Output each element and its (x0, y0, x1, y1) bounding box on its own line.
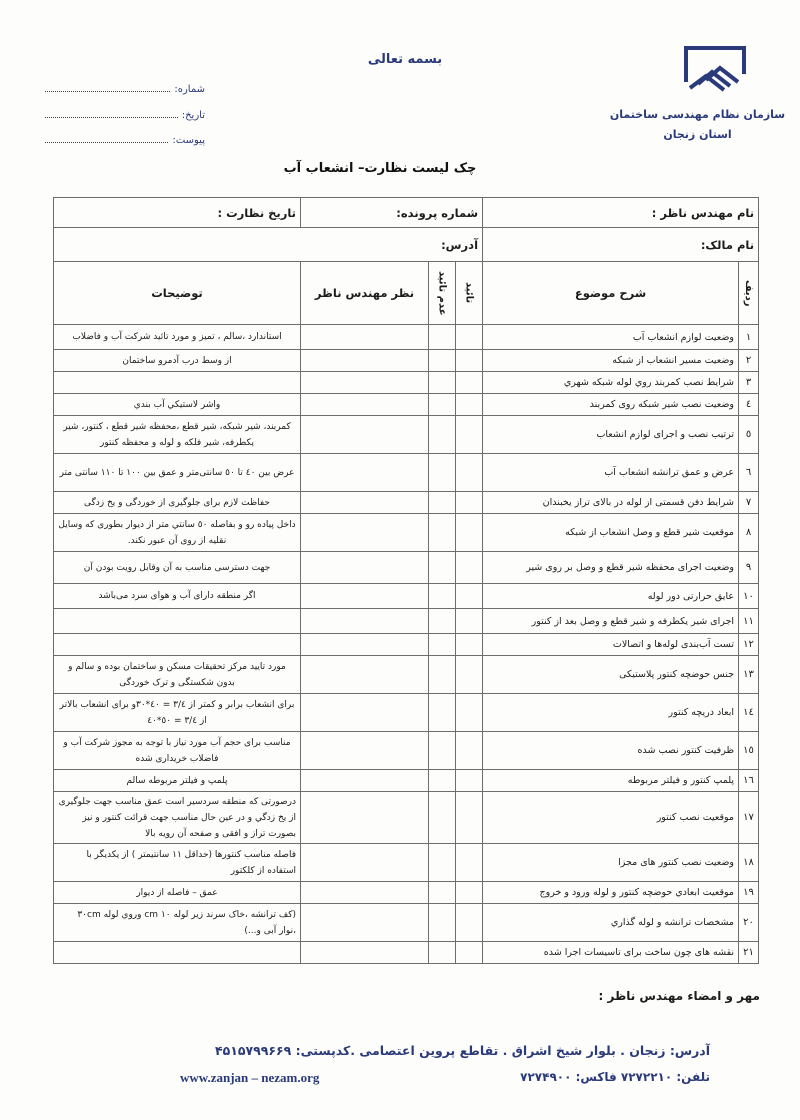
row-topic: موقعیت شیر قطع و وصل انشعاب از شبکه (483, 514, 739, 552)
approved-checkbox-cell[interactable] (456, 770, 483, 792)
row-notes: داخل پیاده رو و بفاصله ٥٠ سانتي متر از دیوار بطوری که وسایل نقلیه از روی آن عبور نکند. (54, 514, 301, 552)
not-approved-checkbox-cell[interactable] (429, 792, 456, 844)
row-topic: ظرفیت کنتور نصب شده (483, 732, 739, 770)
row-number: ٢٠ (739, 904, 759, 942)
row-topic: شرایط دفن قسمتی از لوله در بالای تراز یخبندان (483, 492, 739, 514)
not-approved-checkbox-cell[interactable] (429, 732, 456, 770)
not-approved-checkbox-cell[interactable] (429, 609, 456, 634)
address-field[interactable]: آدرس: (54, 228, 483, 262)
engineer-opinion-cell[interactable] (301, 882, 429, 904)
row-topic: وضعیت نصب کنتور های مجزا (483, 844, 739, 882)
info-row-2 (54, 228, 759, 262)
table-row (54, 454, 759, 492)
col-header-approved: تائید (456, 262, 483, 325)
not-approved-checkbox-cell[interactable] (429, 394, 456, 416)
table-row (54, 325, 759, 350)
file-number-field[interactable]: شماره پرونده: (301, 198, 483, 228)
table-row (54, 942, 759, 964)
table-row (54, 844, 759, 882)
col-header-engineer-opinion: نظر مهندس ناظر (301, 262, 429, 325)
row-number: ٥ (739, 416, 759, 454)
row-topic: جنس حوضچه کنتور پلاستیکی (483, 656, 739, 694)
engineer-opinion-cell[interactable] (301, 942, 429, 964)
row-topic: وضعیت لوازم انشعاب آب (483, 325, 739, 350)
date-dotted-line (45, 109, 178, 118)
engineer-opinion-cell[interactable] (301, 732, 429, 770)
row-topic: ترتیب نصب و اجرای لوازم انشعاب (483, 416, 739, 454)
table-row (54, 609, 759, 634)
row-notes (54, 372, 301, 394)
table-row (54, 656, 759, 694)
approved-checkbox-cell[interactable] (456, 514, 483, 552)
row-notes: فاصله مناسب کنتورها (حداقل ١١ سانتیمتر ) از یکدیگر با استفاده از کلکتور (54, 844, 301, 882)
engineer-opinion-cell[interactable] (301, 844, 429, 882)
row-topic: موقعیت ابعادي حوضچه کنتور و لوله ورود و خروج (483, 882, 739, 904)
column-header-row (54, 262, 759, 325)
document-title: چک لیست نظارت– انشعاب آب (283, 161, 477, 176)
row-topic: اجرای شیر یکطرفه و شیر قطع و وصل بعد از کنتور (483, 609, 739, 634)
owner-name-field[interactable]: نام مالک: (483, 228, 759, 262)
row-topic: تست آب‌بندی لوله‌ها و اتصالات (483, 634, 739, 656)
number-label: شماره: (174, 84, 205, 95)
organization-name (600, 105, 795, 145)
engineer-opinion-cell[interactable] (301, 609, 429, 634)
info-row-1 (54, 198, 759, 228)
engineer-opinion-cell[interactable] (301, 416, 429, 454)
row-topic: عرض و عمق ترانشه انشعاب آب (483, 454, 739, 492)
not-approved-checkbox-cell[interactable] (429, 552, 456, 584)
approved-checkbox-cell[interactable] (456, 732, 483, 770)
engineer-opinion-cell[interactable] (301, 694, 429, 732)
table-row (54, 634, 759, 656)
not-approved-checkbox-cell[interactable] (429, 656, 456, 694)
not-approved-checkbox-cell[interactable] (429, 325, 456, 350)
row-topic: شرایط نصب کمربند روي لوله شبکه شهري (483, 372, 739, 394)
row-notes: کمربند، شیر شبکه، شیر قطع ،محفظه شیر قطع ، کنتور، شیر یکطرفه، شیر فلکه و لوله و محفظه کنتور (54, 416, 301, 454)
not-approved-checkbox-cell[interactable] (429, 416, 456, 454)
engineer-name-field[interactable]: نام مهندس ناظر : (483, 198, 759, 228)
row-number: ١٢ (739, 634, 759, 656)
not-approved-checkbox-cell[interactable] (429, 882, 456, 904)
row-notes: از وسط درب آدمرو ساختمان (54, 350, 301, 372)
row-notes: (کف ترانشه ،خاک سرند زیر لوله ١٠ cm وروي لوله ٣٠cm ،نوار آبی و...) (54, 904, 301, 942)
table-row (54, 492, 759, 514)
approved-checkbox-cell[interactable] (456, 492, 483, 514)
row-notes: حفاظت لازم برای جلوگیری از خوردگی و یخ زدگی (54, 492, 301, 514)
row-number: ٧ (739, 492, 759, 514)
row-topic: مشخصات ترانشه و لوله گذاري (483, 904, 739, 942)
row-number: ٦ (739, 454, 759, 492)
approved-checkbox-cell[interactable] (456, 656, 483, 694)
not-approved-checkbox-cell[interactable] (429, 770, 456, 792)
engineer-opinion-cell[interactable] (301, 656, 429, 694)
row-notes: عمق – فاصله از دیوار (54, 882, 301, 904)
engineer-opinion-cell[interactable] (301, 350, 429, 372)
not-approved-checkbox-cell[interactable] (429, 694, 456, 732)
organization-name-line2: استان زنجان (663, 128, 732, 141)
engineer-opinion-cell[interactable] (301, 584, 429, 609)
row-number: ١٩ (739, 882, 759, 904)
approved-checkbox-cell[interactable] (456, 584, 483, 609)
col-header-not-approved: عدم تائید (429, 262, 456, 325)
table-row (54, 350, 759, 372)
col-header-notes: توضیحات (54, 262, 301, 325)
row-topic: پلمپ کنتور و فیلتر مربوطه (483, 770, 739, 792)
row-number: ۱ (739, 325, 759, 350)
inspection-date-field[interactable]: تاریخ نظارت : (54, 198, 301, 228)
footer-address: آدرس: زنجان . بلوار شیخ اشراق . تقاطع پروین اعتصامی .کدپستی: ۴۵۱۵۷۹۹۶۶۹ (215, 1043, 710, 1058)
engineer-opinion-cell[interactable] (301, 634, 429, 656)
row-number: ١٦ (739, 770, 759, 792)
approved-checkbox-cell[interactable] (456, 350, 483, 372)
row-topic: وضعیت نصب شیر شبکه روی کمربند (483, 394, 739, 416)
row-notes: مناسب برای حجم آب مورد نیاز با توجه به مجوز شرکت آب و فاضلاب خریداری شده (54, 732, 301, 770)
approved-checkbox-cell[interactable] (456, 942, 483, 964)
row-notes: اگر منطقه دارای آب و هوای سرد می‌باشد (54, 584, 301, 609)
basmala-heading: بسمه تعالی (367, 52, 443, 67)
row-number: ٩ (739, 552, 759, 584)
table-row (54, 694, 759, 732)
approved-checkbox-cell[interactable] (456, 694, 483, 732)
not-approved-checkbox-cell[interactable] (429, 904, 456, 942)
row-number: ١٠ (739, 584, 759, 609)
approved-checkbox-cell[interactable] (456, 454, 483, 492)
table-row (54, 732, 759, 770)
approved-checkbox-cell[interactable] (456, 552, 483, 584)
row-topic: ابعاد دریچه کنتور (483, 694, 739, 732)
row-number: ١٤ (739, 694, 759, 732)
approved-checkbox-cell[interactable] (456, 325, 483, 350)
engineer-opinion-cell[interactable] (301, 454, 429, 492)
table-row (54, 904, 759, 942)
row-number: ۳ (739, 372, 759, 394)
not-approved-checkbox-cell[interactable] (429, 454, 456, 492)
row-number: ۲ (739, 350, 759, 372)
engineer-opinion-cell[interactable] (301, 792, 429, 844)
row-notes: عرض بین ٤٠ تا ٥٠ سانتی‌متر و عمق بین ١٠٠ تا ١١٠ سانتی متر (54, 454, 301, 492)
attachment-dotted-line (45, 134, 168, 143)
table-row (54, 394, 759, 416)
table-row (54, 584, 759, 609)
row-number: ٤ (739, 394, 759, 416)
attachment-field[interactable] (45, 134, 205, 146)
footer-phone-fax: تلفن: ۷۲۷۲۲۱۰ فاکس: ۷۲۷۴۹۰۰ (520, 1070, 710, 1084)
row-topic: عایق حرارتی دور لوله (483, 584, 739, 609)
row-notes: مورد تایید مرکز تحقیقات مسکن و ساختمان بوده و سالم و بدون شکستگی و ترک خوردگی (54, 656, 301, 694)
table-row (54, 882, 759, 904)
not-approved-checkbox-cell[interactable] (429, 844, 456, 882)
row-notes: پلمپ و فیلتر مربوطه سالم (54, 770, 301, 792)
not-approved-checkbox-cell[interactable] (429, 492, 456, 514)
approved-checkbox-cell[interactable] (456, 609, 483, 634)
engineer-opinion-cell[interactable] (301, 514, 429, 552)
engineer-opinion-cell[interactable] (301, 325, 429, 350)
engineer-opinion-cell[interactable] (301, 394, 429, 416)
footer-website-link[interactable]: www.zanjan – nezam.org (180, 1070, 320, 1085)
row-number: ١٥ (739, 732, 759, 770)
approved-checkbox-cell[interactable] (456, 882, 483, 904)
row-notes: واشر لاستیکي آب بندي (54, 394, 301, 416)
row-notes: برای انشعاب برابر و کمتر از ٣/٤ = ٤٠*٣٠و برای انشعاب بالاتر از ٣/٤ = ٥٠*٤٠ (54, 694, 301, 732)
row-number: ١٧ (739, 792, 759, 844)
engineer-opinion-cell[interactable] (301, 372, 429, 394)
row-notes: درصورتی که منطقه سردسیر است عمق مناسب جهت جلوگیری از یخ زدگي و در عین حال مناسب جهت قرائت کنتور و نیز بصورت تراز و افقی و صفحه آن رویه بالا (54, 792, 301, 844)
approved-checkbox-cell[interactable] (456, 372, 483, 394)
organization-logo-icon (680, 44, 750, 102)
engineer-opinion-cell[interactable] (301, 552, 429, 584)
not-approved-checkbox-cell[interactable] (429, 942, 456, 964)
row-number: ١١ (739, 609, 759, 634)
row-notes (54, 609, 301, 634)
table-row (54, 770, 759, 792)
not-approved-checkbox-cell[interactable] (429, 584, 456, 609)
table-row (54, 514, 759, 552)
row-number: ٨ (739, 514, 759, 552)
organization-name-line1: سازمان نظام مهندسی ساختمان (609, 108, 786, 121)
table-row (54, 552, 759, 584)
row-notes: استاندارد ،سالم ، تمیز و مورد تائید شرکت آب و فاضلاب (54, 325, 301, 350)
row-number: ١٨ (739, 844, 759, 882)
attachment-label: پیوست: (172, 135, 205, 146)
row-topic: وضعیت مسیر انشعاب از شبکه (483, 350, 739, 372)
row-topic: موقعیت نصب کنتور (483, 792, 739, 844)
engineer-opinion-cell[interactable] (301, 492, 429, 514)
date-label: تاریخ: (181, 110, 205, 121)
checklist-table (53, 197, 759, 964)
number-dotted-line (45, 83, 170, 92)
approved-checkbox-cell[interactable] (456, 904, 483, 942)
col-header-topic: شرح موضوع (483, 262, 739, 325)
approved-checkbox-cell[interactable] (456, 416, 483, 454)
table-row (54, 372, 759, 394)
row-topic: وضعیت اجرای محفظه شیر قطع و وصل بر روی شیر (483, 552, 739, 584)
approved-checkbox-cell[interactable] (456, 792, 483, 844)
row-number: ٢١ (739, 942, 759, 964)
signature-label: مهر و امضاء مهندس ناظر : (598, 989, 760, 1003)
table-row (54, 416, 759, 454)
approved-checkbox-cell[interactable] (456, 844, 483, 882)
row-notes (54, 942, 301, 964)
table-row (54, 792, 759, 844)
not-approved-checkbox-cell[interactable] (429, 514, 456, 552)
number-field[interactable] (45, 83, 205, 95)
not-approved-checkbox-cell[interactable] (429, 350, 456, 372)
engineer-opinion-cell[interactable] (301, 904, 429, 942)
approved-checkbox-cell[interactable] (456, 634, 483, 656)
date-field[interactable] (45, 109, 205, 121)
approved-checkbox-cell[interactable] (456, 394, 483, 416)
row-topic: نقشه های چون ساخت برای تاسیسات اجرا شده (483, 942, 739, 964)
checklist-rows (54, 325, 759, 964)
row-notes: جهت دسترسی مناسب به آن وقابل رویت بودن آن (54, 552, 301, 584)
not-approved-checkbox-cell[interactable] (429, 634, 456, 656)
row-notes (54, 634, 301, 656)
col-header-row-number: ردیف (739, 262, 759, 325)
engineer-opinion-cell[interactable] (301, 770, 429, 792)
row-number: ١٣ (739, 656, 759, 694)
not-approved-checkbox-cell[interactable] (429, 372, 456, 394)
